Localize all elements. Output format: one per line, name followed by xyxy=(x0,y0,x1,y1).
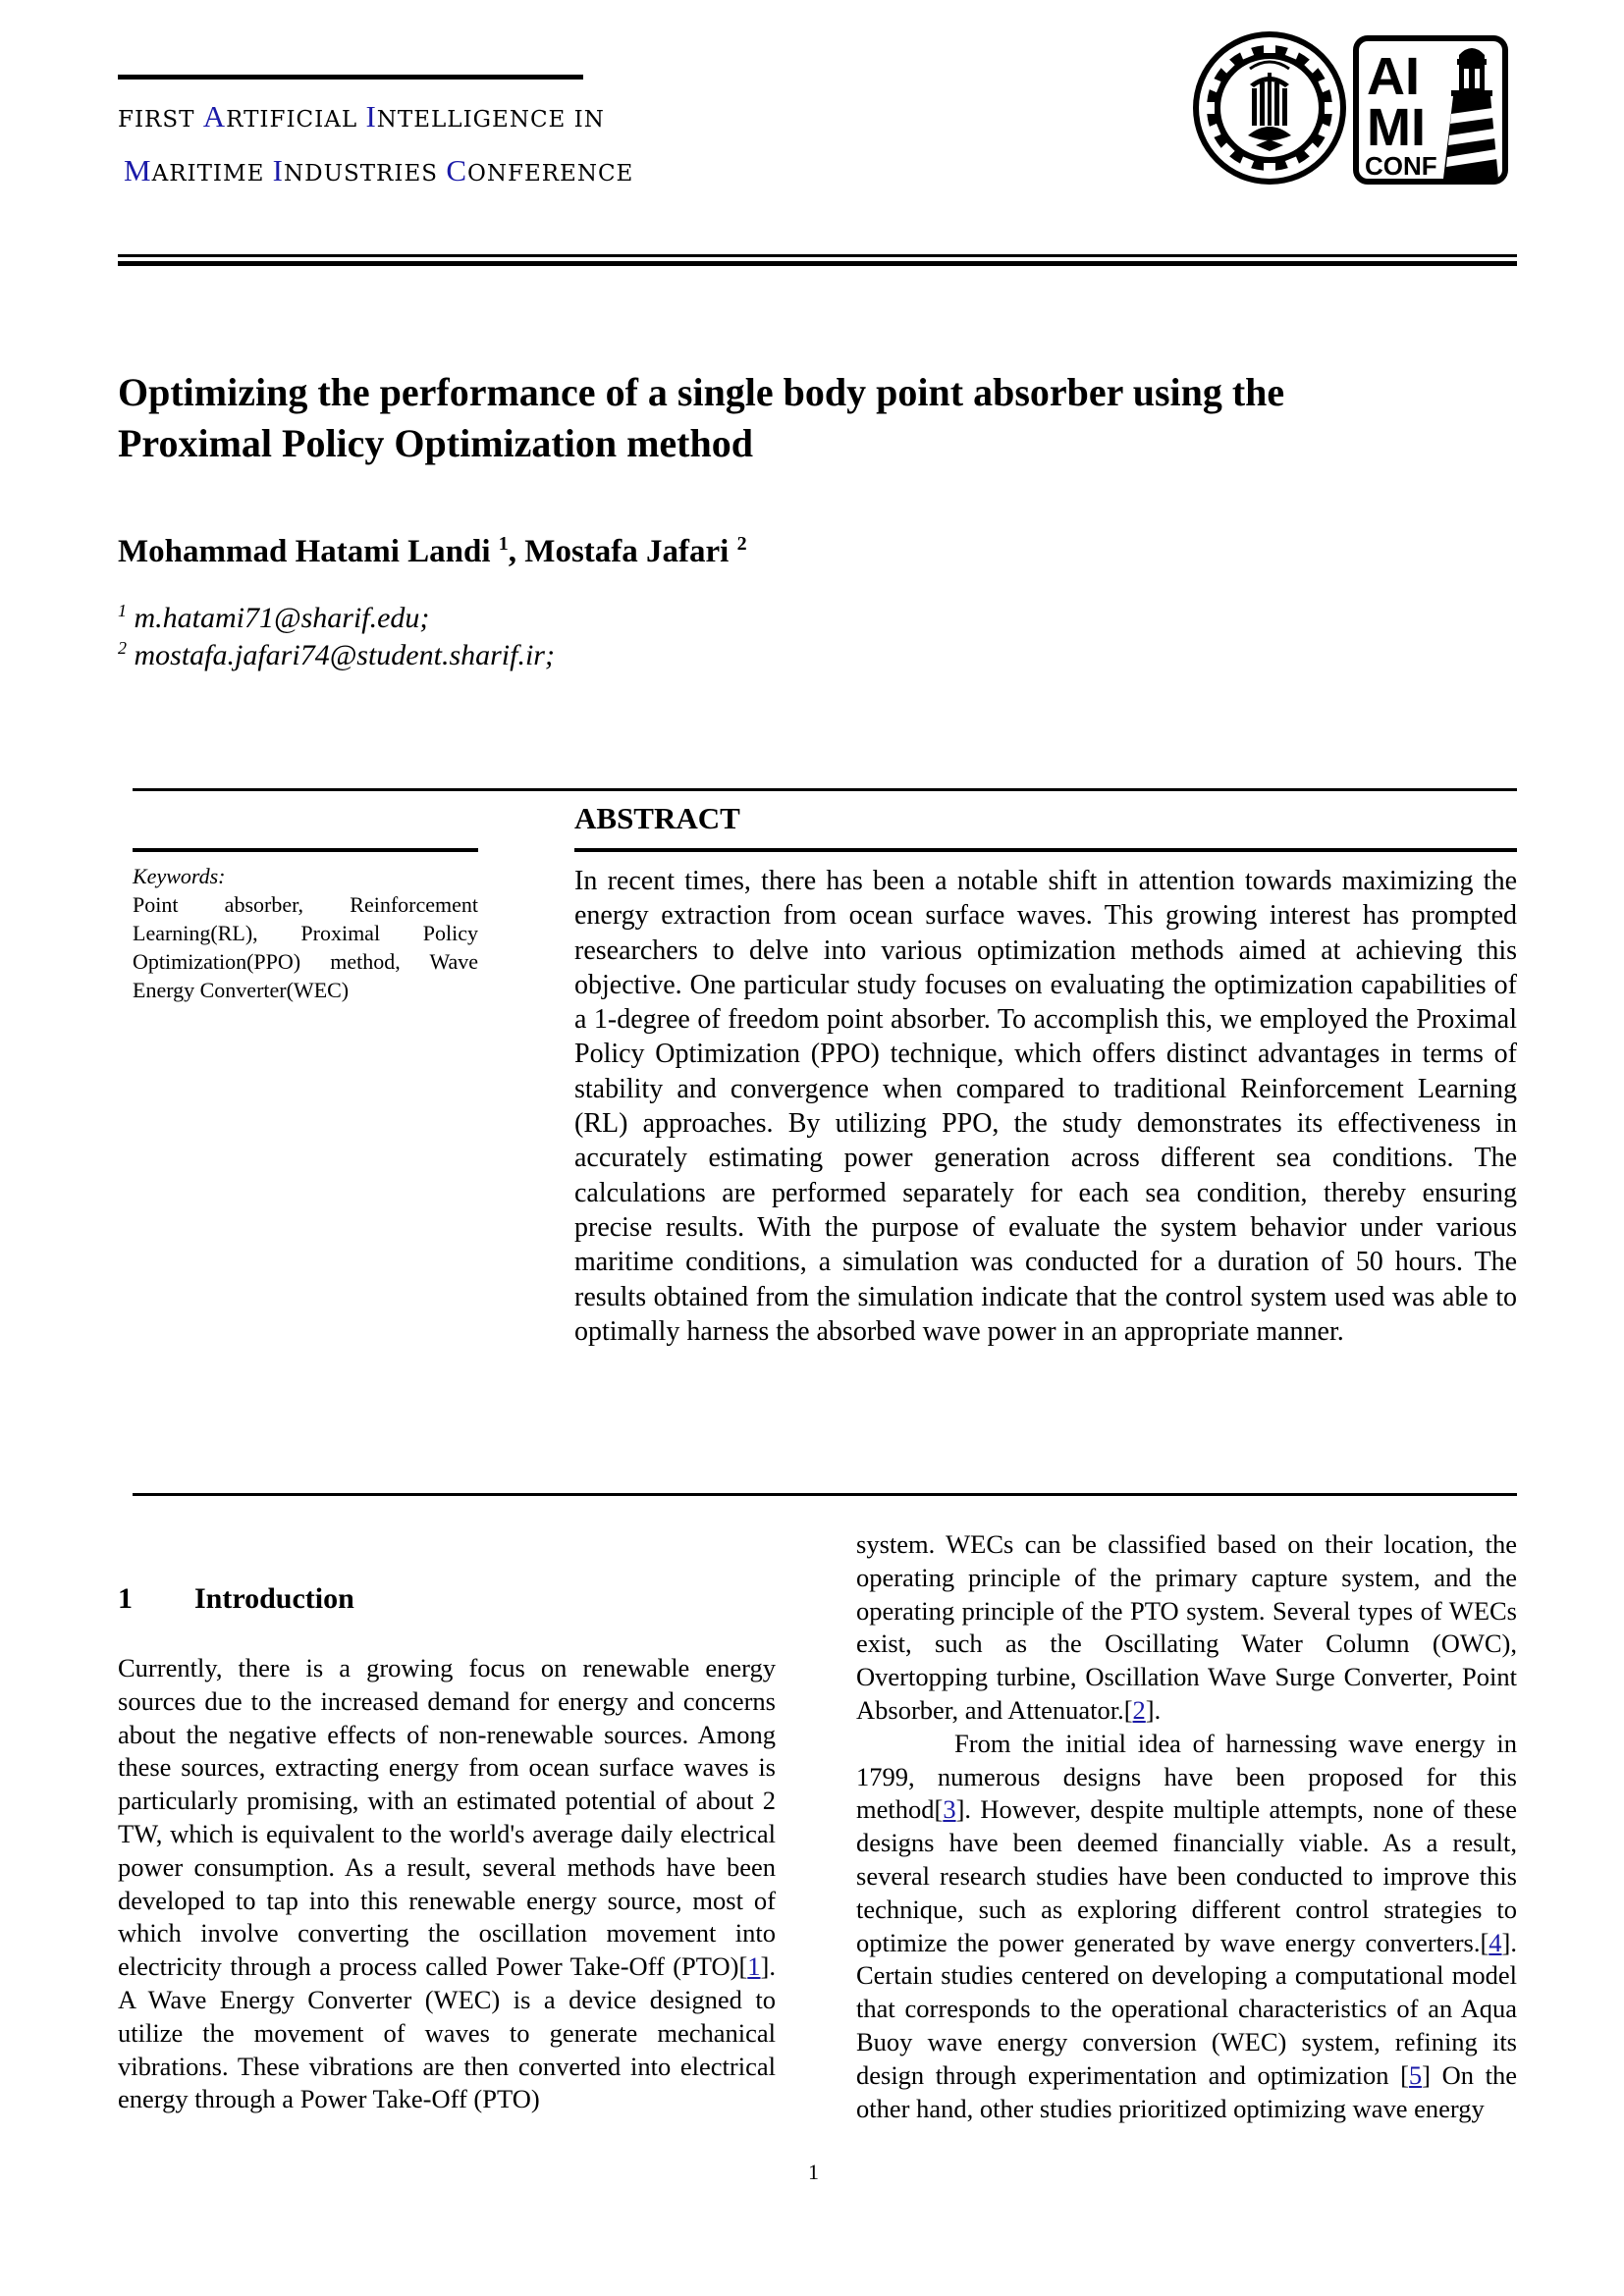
abstract-heading-rule xyxy=(574,848,1517,852)
author-affiliation-marker: 2 xyxy=(736,533,747,555)
logo-text-mi: MI xyxy=(1367,98,1426,157)
author-separator: , xyxy=(508,534,525,569)
author-list xyxy=(118,533,747,570)
citation-link-3[interactable]: 3 xyxy=(943,1794,956,1825)
abstract-bottom-rule xyxy=(133,1493,1517,1496)
citation-link-2[interactable]: 2 xyxy=(1132,1694,1146,1725)
abstract-body: In recent times, there has been a notable shift in attention towards maximizing the energy extraction from ocean surface waves. This growing interest has prompted researchers to delve into various optimization methods aimed at achieving this objective. One particular study focuses on evaluating the optimization capabilities of a 1-degree of freedom point absorber. To accomplish this, we employed the Proximal Policy Optimization (PPO) technique, which offers distinct advantages in terms of stability and convergence when compared to traditional Reinforcement Learning (RL) approaches. By utilizing PPO, the study demonstrates its effectiveness in accurately estimating power generation across different sea conditions. The calculations are performed separately for each sea condition, thereby ensuring precise results. With the purpose of evaluate the system behavior under various maritime conditions, a simulation was conducted for a duration of 50 hours. The results obtained from the simulation indicate that the control system used was able to optimally harness the absorbed wave power in an appropriate manner. xyxy=(574,866,1517,1347)
header-double-rule-bottom xyxy=(118,261,1517,266)
conference-name-line2: MARITIME INDUSTRIES CONFERENCE xyxy=(124,153,634,187)
body-column-right xyxy=(856,1528,1517,2125)
section-number: 1 xyxy=(118,1582,133,1615)
page-number: 1 xyxy=(808,2160,819,2184)
abstract-heading: ABSTRACT xyxy=(574,801,740,835)
header-top-rule xyxy=(118,75,583,80)
email-address: mostafa.jafari74@student.sharif.ir; xyxy=(134,639,555,671)
body-column-left: Currently, there is a growing focus on renewable energy sources due to the increased demand for energy and concerns about the negative effects of non-renewable sources. Among these sources, extracting energy from ocean surface waves is particularly promising, with an estimated potential of about 2 TW, which is equivalent to the world's average daily electrical power consumption. As a result, several methods have been developed to tap into this renewable energy source, most of which involve converting the oscillation movement into electricity through a process called Power Take-Off (PTO)[1]. A Wave Energy Converter (WEC) is a device designed to utilize the movement of waves to generate mechanical vibrations. These vibrations are then converted into electrical energy through a Power Take-Off (PTO) xyxy=(118,1653,776,2114)
paragraph: system. WECs can be classified based on their location, the operating principle of the primary capture system, and the operating principle of the PTO system. Several types of WECs exist, such as the Oscillating Water Column (OWC), Overtopping turbine, Oscillation Wave Surge Converter, Point Absorber, and Attenuator.[2]. xyxy=(856,1529,1517,1725)
section-title: Introduction xyxy=(194,1582,354,1615)
author-email-2: $^2$ mostafa.jafari74@student.sharif.ir; xyxy=(118,638,555,671)
section-heading-introduction xyxy=(118,1582,354,1616)
author-email-1: $^1$ m.hatami71@sharif.edu; xyxy=(118,601,430,634)
paragraph: From the initial idea of harnessing wave energy in 1799, numerous designs have been proposed for this method[3]. However, despite multiple attempts, none of these designs have been deemed financially viable. As a result, several research studies have been conducted to improve this technique, such as exploring different control strategies to optimize the power generated by wave energy converters.[4]. Certain studies centered on developing a computational model that corresponds to the operational characteristics of an Aqua Buoy wave energy conversion (WEC) system, refining its design through experimentation and optimization [5] On the other hand, other studies prioritized optimizing wave energy xyxy=(856,1728,1517,2123)
logo-text-conf: CONF xyxy=(1365,151,1437,181)
header-double-rule-top xyxy=(118,254,1517,257)
author-name: Mohammad Hatami Landi xyxy=(118,534,491,569)
keywords-rule xyxy=(133,848,478,852)
paper-title xyxy=(118,367,1512,469)
paper-title-line2: Proximal Policy Optimization method xyxy=(118,421,753,465)
paper-title-line1: Optimizing the performance of a single body point absorber using the xyxy=(118,370,1285,414)
university-seal-logo xyxy=(1191,29,1348,187)
keywords-label: Keywords: xyxy=(133,864,226,888)
conference-name-line1: FIRST ARTIFICIAL INTELLIGENCE IN xyxy=(118,99,605,133)
conference-logo xyxy=(1353,35,1508,185)
citation-link-1[interactable]: 1 xyxy=(747,1951,761,1982)
author-affiliation-marker: 1 xyxy=(498,533,509,555)
author-name: Mostafa Jafari xyxy=(524,534,730,569)
keywords-text: Point absorber, Reinforcement Learning(RL), Proximal Policy Optimization(PPO) method, Wave Energy Converter(WEC) xyxy=(133,892,478,1002)
citation-link-4[interactable]: 4 xyxy=(1489,1927,1502,1957)
abstract-top-rule xyxy=(133,788,1517,791)
citation-link-5[interactable]: 5 xyxy=(1408,2059,1423,2090)
email-address: m.hatami71@sharif.edu; xyxy=(134,602,430,634)
logo-text-ai: AI xyxy=(1367,47,1420,106)
